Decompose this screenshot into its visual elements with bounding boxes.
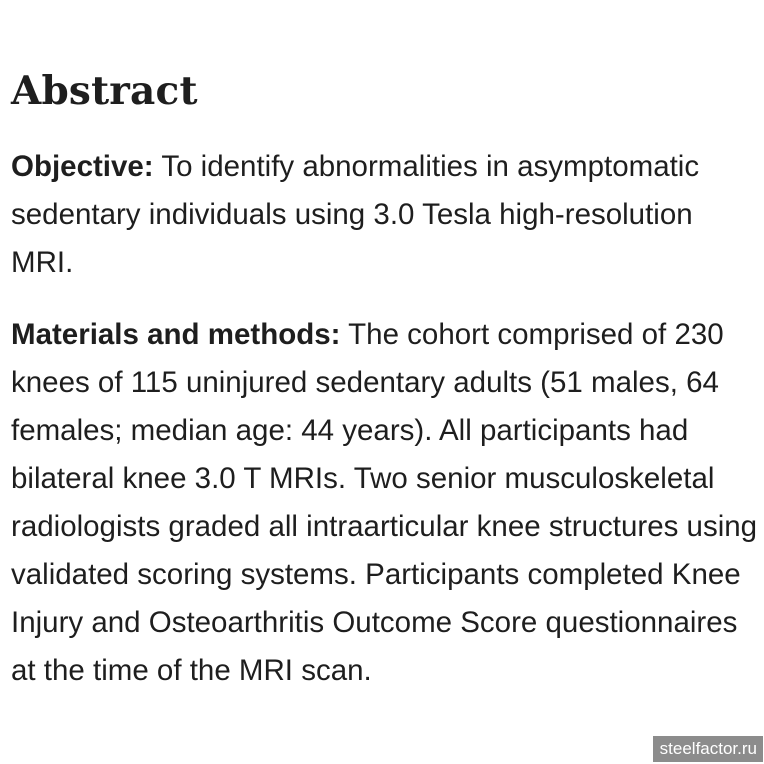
- watermark-label: steelfactor.ru: [653, 736, 763, 762]
- objective-paragraph: [11, 143, 761, 287]
- methods-paragraph: [11, 311, 761, 695]
- abstract-heading: Abstract: [11, 68, 198, 114]
- objective-text: To identify abnormalities in asymptomatic sedentary individuals using 3.0 Tesla high-resolution MRI.: [11, 150, 700, 279]
- methods-label: Materials and methods:: [11, 318, 341, 351]
- methods-text: The cohort comprised of 230 knees of 115 uninjured sedentary adults (51 males, 64 females; median age: 44 years). All participants had bilateral knee 3.0 T MRIs. Two senior musculoskeletal radiologists graded all intraarticular knee structures using validated scoring systems. Participants completed Knee Injury and Osteoarthritis Outcome Score questionnaires at the time of the MRI scan.: [11, 318, 758, 687]
- objective-label: Objective:: [11, 150, 154, 183]
